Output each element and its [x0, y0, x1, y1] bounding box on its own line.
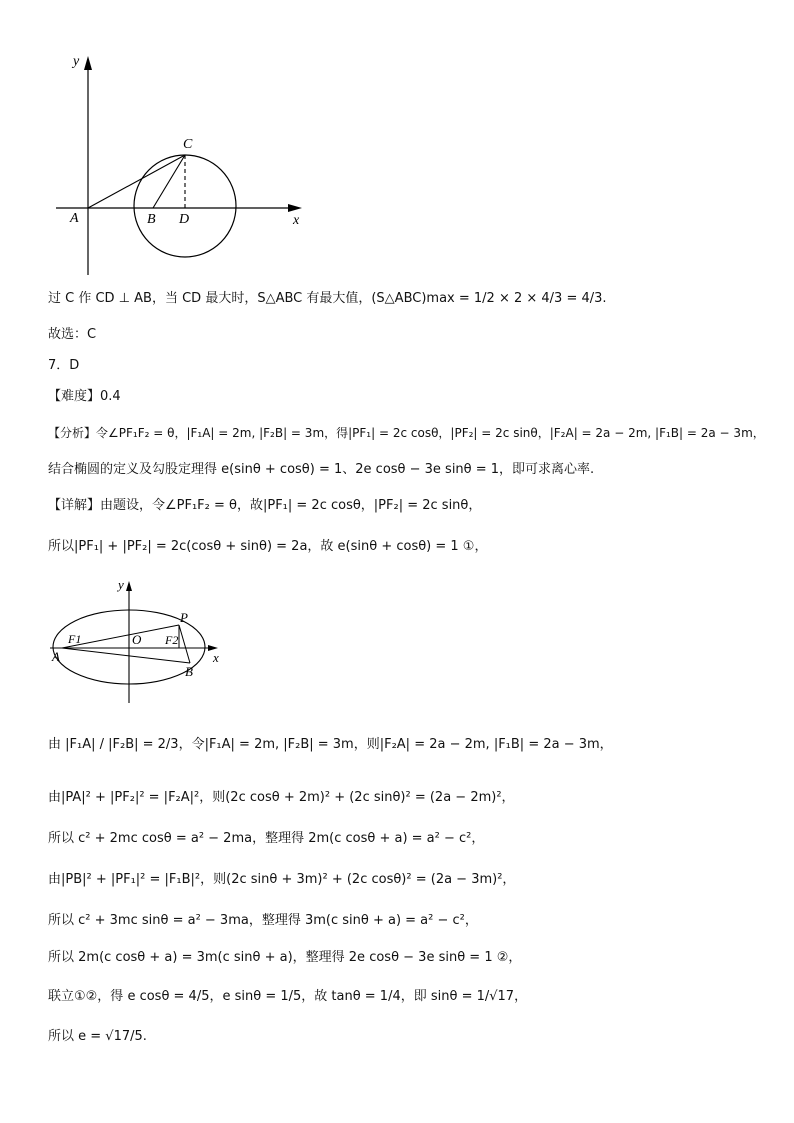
label-A: A	[52, 649, 60, 664]
label-x: x	[213, 650, 219, 665]
label-y: y	[118, 577, 124, 592]
segment-AB	[62, 648, 190, 663]
label-y: y	[73, 54, 80, 69]
line-4: 【难度】0.4	[48, 389, 121, 404]
y-axis-arrow	[126, 581, 132, 591]
line-10: 由|PA|² + |PF₂|² = |F₂A|²，则(2c cosθ + 2m)² + (2c sinθ)² = (2a − 2m)²，	[48, 790, 515, 805]
label-x: x	[293, 213, 300, 228]
label-P: P	[180, 610, 188, 625]
line-1: 过 C 作 CD ⊥ AB，当 CD 最大时，S△ABC 有最大值，(S△ABC)max = 1/2 × 2 × 4/3 = 4/3.	[48, 291, 607, 306]
line-5: 【分析】令∠PF₁F₂ = θ，|F₁A| = 2m, |F₂B| = 3m，得|PF₁| = 2c cosθ，|PF₂| = 2c sinθ，|F₂A| = 2a − 2m, |F₁B| = 2a − 3m，	[48, 426, 765, 440]
label-A: A	[70, 211, 79, 226]
line-14: 所以 2m(c cosθ + a) = 3m(c sinθ + a)，整理得 2e cosθ − 3e sinθ = 1 ②，	[48, 950, 522, 965]
label-F1: F1	[68, 632, 82, 646]
y-axis-arrow	[84, 56, 92, 70]
label-F2: F2	[165, 633, 179, 647]
line-13: 所以 c² + 3mc sinθ = a² − 3ma，整理得 3m(c sinθ + a) = a² − c²，	[48, 913, 478, 928]
line-8: 所以|PF₁| + |PF₂| = 2c(cosθ + sinθ) = 2a，故 e(sinθ + cosθ) = 1 ①，	[48, 539, 488, 554]
line-3: 7．D	[48, 358, 80, 373]
line-6: 结合椭圆的定义及勾股定理得 e(sinθ + cosθ) = 1、2e cosθ − 3e sinθ = 1，即可求离心率.	[48, 462, 595, 477]
line-12: 由|PB|² + |PF₁|² = |F₁B|²，则(2c sinθ + 3m)² + (2c cosθ)² = (2a − 3m)²，	[48, 872, 516, 887]
figure-circle-triangle	[48, 50, 318, 282]
line-9: 由 |F₁A| / |F₂B| = 2/3，令|F₁A| = 2m, |F₂B| = 3m，则|F₂A| = 2a − 2m, |F₁B| = 2a − 3m，	[48, 737, 613, 752]
line-15: 联立①②，得 e cosθ = 4/5，e sinθ = 1/5，故 tanθ = 1/4，即 sinθ = 1/√17，	[48, 989, 528, 1004]
label-C: C	[183, 137, 193, 152]
x-axis-arrow	[288, 204, 302, 212]
segment-AC	[88, 155, 185, 208]
line-7: 【详解】由题设，令∠PF₁F₂ = θ，故|PF₁| = 2c cosθ，|PF₂| = 2c sinθ，	[48, 498, 482, 513]
label-D: D	[179, 212, 190, 227]
line-11: 所以 c² + 2mc cosθ = a² − 2ma，整理得 2m(c cosθ + a) = a² − c²，	[48, 831, 485, 846]
label-O: O	[132, 632, 142, 647]
figure-ellipse	[48, 575, 228, 707]
line-2: 故选：C	[48, 327, 97, 342]
label-B: B	[185, 664, 193, 679]
segment-PB	[179, 625, 190, 663]
label-B: B	[147, 212, 156, 227]
line-16: 所以 e = √17/5.	[48, 1029, 147, 1044]
